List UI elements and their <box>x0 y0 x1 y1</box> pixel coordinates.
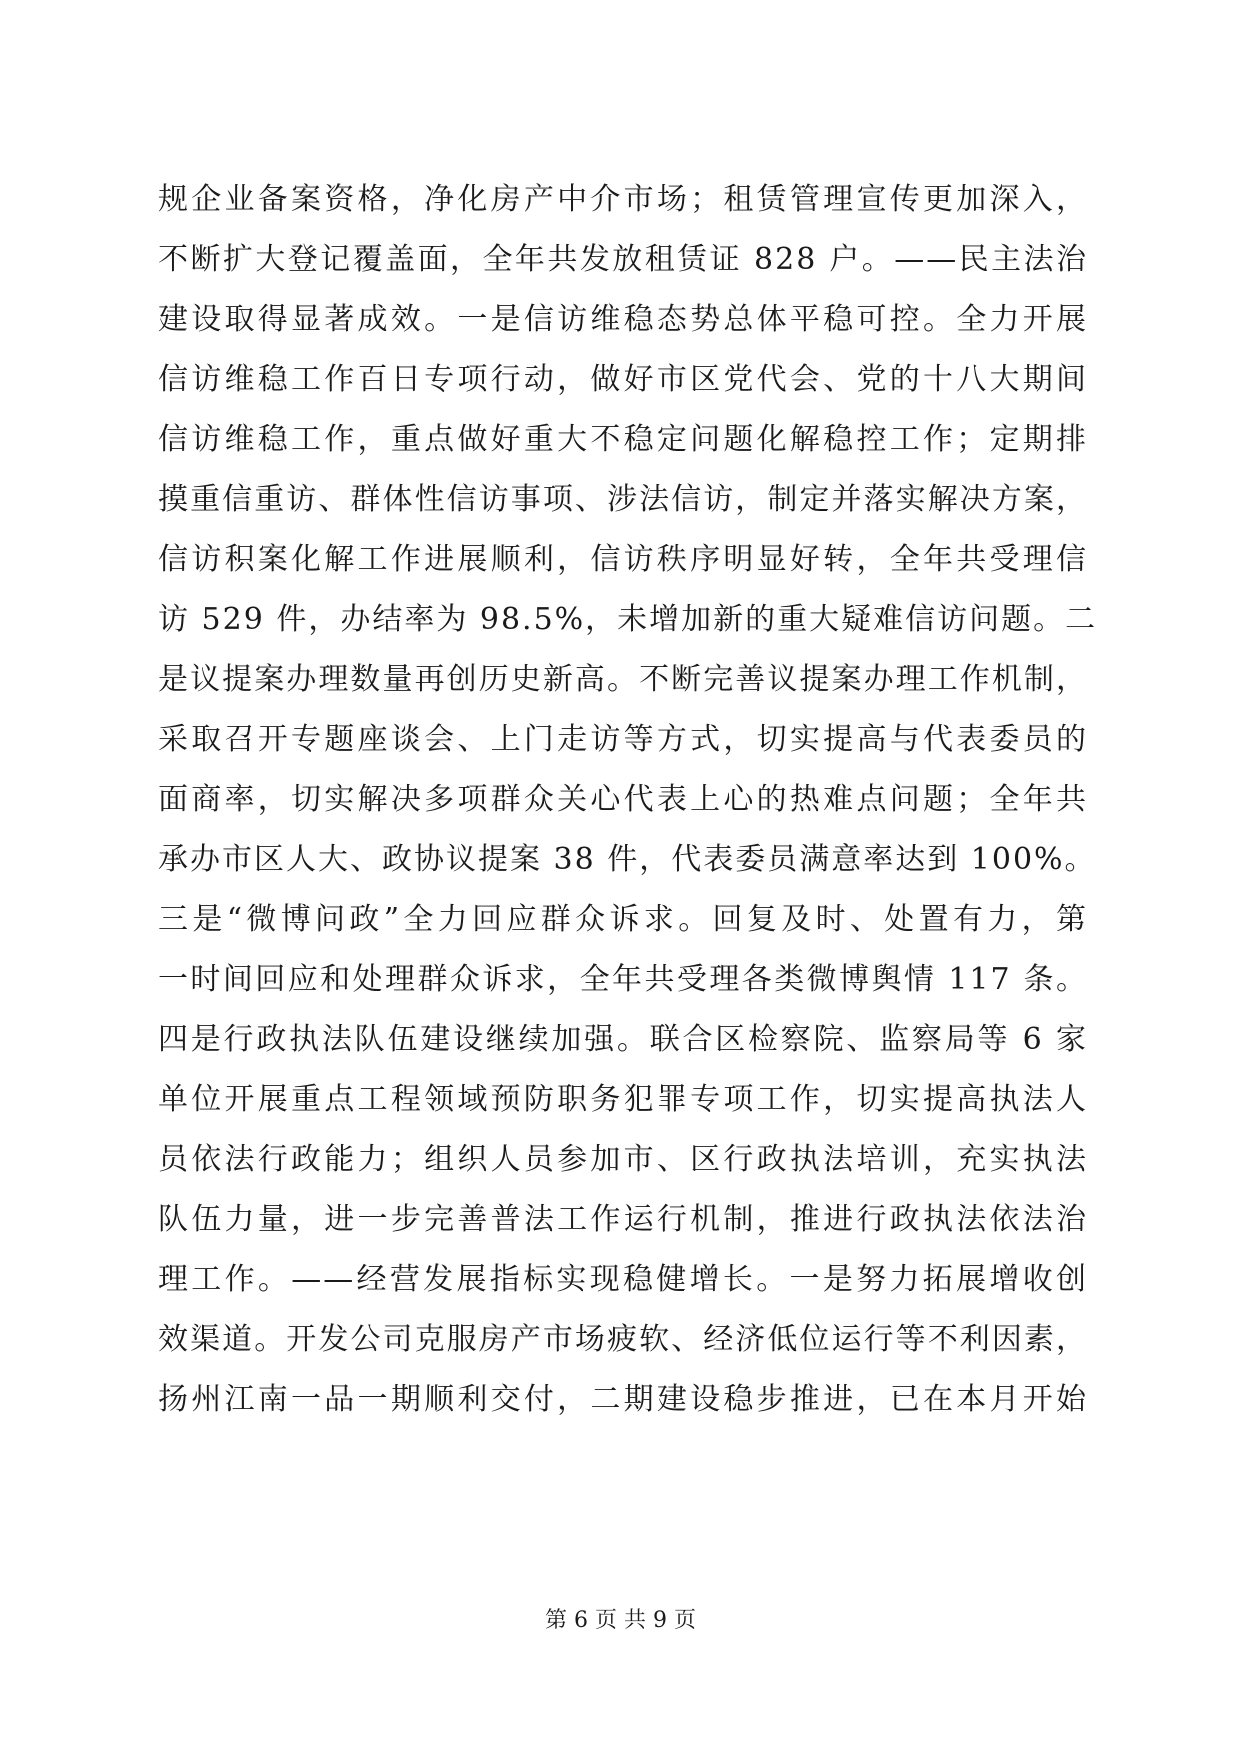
text-line: 三是“微博问政”全力回应群众诉求。回复及时、处置有力，第 <box>158 902 1088 937</box>
body-text <box>158 170 1098 1430</box>
text-line: 四是行政执法队伍建设继续加强。联合区检察院、监察局等 6 家 <box>158 1022 1088 1057</box>
text-line: 面商率，切实解决多项群众关心代表上心的热难点问题；全年共 <box>158 782 1088 817</box>
text-line: 承办市区人大、政协议提案 38 件，代表委员满意率达到 100%。 <box>158 842 1097 877</box>
text-line: 一时间回应和处理群众诉求，全年共受理各类微博舆情 117 条。 <box>158 962 1088 997</box>
text-line: 扬州江南一品一期顺利交付，二期建设稳步推进，已在本月开始 <box>158 1382 1088 1417</box>
text-line: 效渠道。开发公司克服房产市场疲软、经济低位运行等不利因素， <box>158 1322 1088 1357</box>
text-line: 员依法行政能力；组织人员参加市、区行政执法培训，充实执法 <box>158 1142 1088 1177</box>
text-line: 规企业备案资格，净化房产中介市场；租赁管理宣传更加深入， <box>158 182 1088 217</box>
text-line: 信访积案化解工作进展顺利，信访秩序明显好转，全年共受理信 <box>158 542 1088 577</box>
page-number-footer: 第 6 页 共 9 页 <box>545 1608 696 1633</box>
text-line: 不断扩大登记覆盖面，全年共发放租赁证 828 户。——民主法治 <box>158 242 1088 277</box>
text-line: 信访维稳工作，重点做好重大不稳定问题化解稳控工作；定期排 <box>158 422 1088 457</box>
text-line: 摸重信重访、群体性信访事项、涉法信访，制定并落实解决方案， <box>158 482 1088 517</box>
text-line: 采取召开专题座谈会、上门走访等方式，切实提高与代表委员的 <box>158 722 1088 757</box>
text-line: 队伍力量，进一步完善普法工作运行机制，推进行政执法依法治 <box>158 1202 1088 1237</box>
text-line: 单位开展重点工程领域预防职务犯罪专项工作，切实提高执法人 <box>158 1082 1088 1117</box>
text-line: 是议提案办理数量再创历史新高。不断完善议提案办理工作机制， <box>158 662 1088 697</box>
text-line: 访 529 件，办结率为 98.5%，未增加新的重大疑难信访问题。二 <box>158 602 1098 637</box>
text-line: 理工作。——经营发展指标实现稳健增长。一是努力拓展增收创 <box>158 1262 1088 1297</box>
text-line: 建设取得显著成效。一是信访维稳态势总体平稳可控。全力开展 <box>158 302 1088 337</box>
text-line: 信访维稳工作百日专项行动，做好市区党代会、党的十八大期间 <box>158 362 1088 397</box>
